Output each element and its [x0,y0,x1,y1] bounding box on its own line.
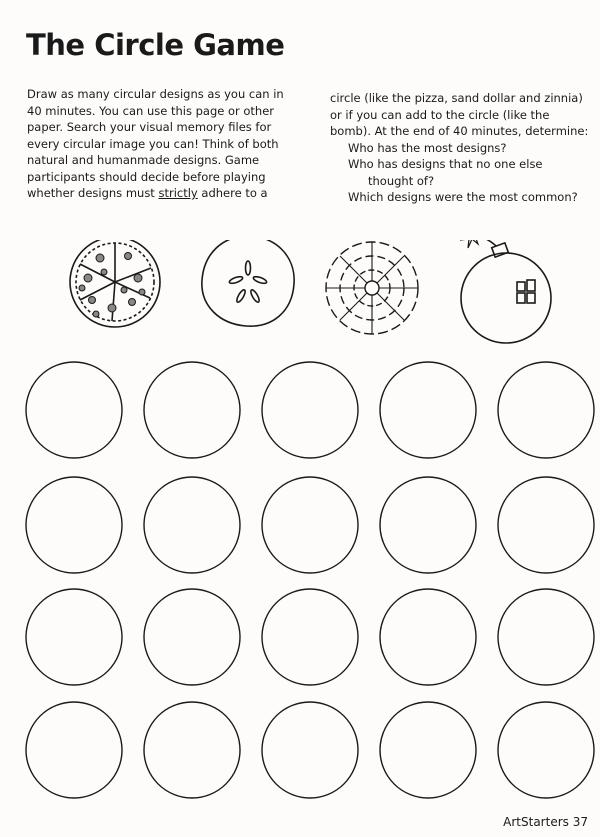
blank-circle [380,362,476,458]
page-number: 37 [572,815,588,829]
blank-circle [144,702,240,798]
instruction-line: natural and humanmade designs. Game [27,153,260,167]
question-line: Who has designs that no one else [348,157,543,171]
instruction-line: participants should decide before playing [27,169,266,184]
sand-dollar-icon [202,240,294,326]
blank-circle [144,589,240,685]
instruction-text: whether designs must [27,186,159,200]
instruction-line: 40 minutes. You can use this page or other [27,103,275,118]
instructions-left-column [27,86,299,202]
blank-circle [380,589,476,685]
pizza-icon [70,240,160,327]
instruction-text: adhere to a [197,186,268,200]
example-illustrations [0,240,600,360]
strictly-underlined: strictly [158,186,198,200]
instruction-line: circle (like the pizza, sand dollar and zinnia) [330,91,583,105]
instruction-line: Draw as many circular designs as you can in [27,87,284,101]
blank-circle [26,702,122,798]
question-line: Which designs were the most common? [348,190,578,204]
instruction-line [27,185,299,202]
question-line: Who has the most designs? [348,140,507,155]
blank-circle [26,477,122,573]
blank-circle [380,702,476,798]
instruction-line: every circular image you can! Think of both [27,136,279,151]
blank-circle [262,589,358,685]
blank-circle [26,362,122,458]
instruction-line: bomb). At the end of 40 minutes, determine: [330,124,589,138]
zinnia-icon [326,242,418,334]
blank-circle [498,589,594,685]
blank-circle [498,477,594,573]
question-line: thought of? [368,173,435,188]
blank-circle [498,702,594,798]
blank-circle [262,477,358,573]
bomb-icon [460,240,551,343]
page-title: The Circle Game [26,28,285,62]
blank-circle [380,477,476,573]
blank-circle [144,477,240,573]
instructions-right-column [330,90,592,206]
blank-circle [144,362,240,458]
instruction-line: or if you can add to the circle (like the [330,107,550,122]
instruction-line: paper. Search your visual memory files for [27,120,272,134]
drawing-circle-grid [0,355,600,825]
circle-grid-group [26,362,594,798]
page-footer [503,815,588,829]
blank-circle [262,702,358,798]
book-title: ArtStarters [503,815,569,829]
blank-circle [26,589,122,685]
blank-circle [262,362,358,458]
blank-circle [498,362,594,458]
